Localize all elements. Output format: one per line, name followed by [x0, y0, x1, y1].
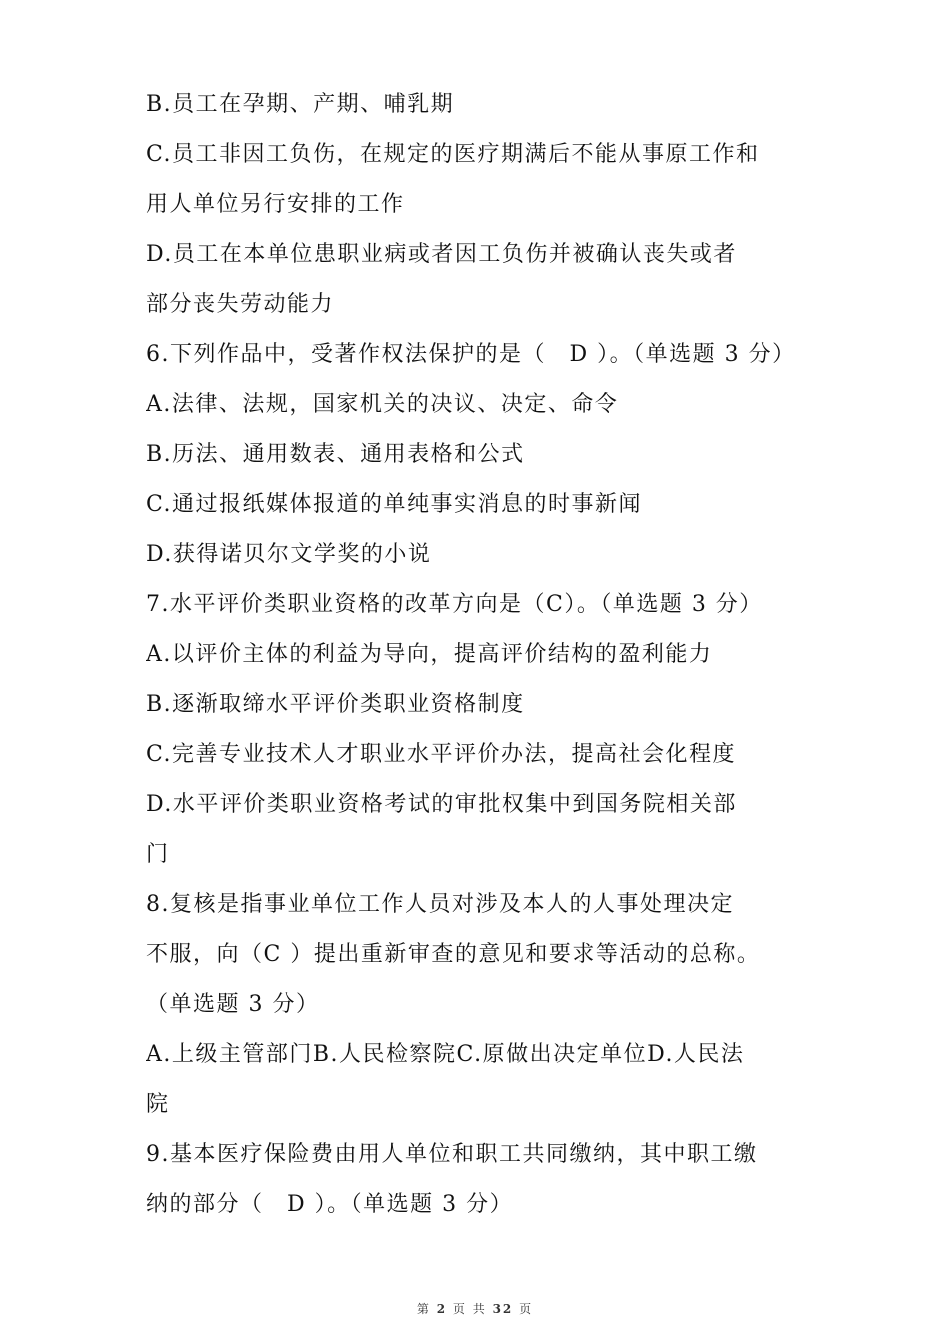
- option-line: C.完善专业技术人才职业水平评价办法，提高社会化程度: [146, 742, 737, 767]
- option-line: C.通过报纸媒体报道的单纯事实消息的时事新闻: [146, 492, 643, 517]
- option-line: B.逐渐取缔水平评价类职业资格制度: [146, 692, 525, 717]
- text-line: 院: [146, 1092, 170, 1117]
- question-6: 6.下列作品中，受著作权法保护的是（ D ）。（单选题 3 分）: [146, 342, 796, 367]
- text-line: （单选题 3 分）: [146, 992, 320, 1017]
- total-page-count: 32: [492, 1302, 514, 1316]
- text-line: 部分丧失劳动能力: [146, 292, 335, 317]
- text-line: 门: [146, 842, 170, 867]
- page-footer: [0, 1300, 950, 1317]
- option-line: D.获得诺贝尔文学奖的小说: [146, 542, 432, 567]
- option-line: B.历法、通用数表、通用表格和公式: [146, 442, 525, 467]
- text-line: D.员工在本单位患职业病或者因工负伤并被确认丧失或者: [146, 242, 737, 267]
- question-9: 9.基本医疗保险费由用人单位和职工共同缴纳，其中职工缴: [146, 1142, 758, 1167]
- text-line: B.员工在孕期、产期、哺乳期: [146, 92, 455, 117]
- text-line: 纳的部分（ D ）。（单选题 3 分）: [146, 1192, 514, 1217]
- question-8: 8.复核是指事业单位工作人员对涉及本人的人事处理决定: [146, 892, 734, 917]
- document-body: [146, 80, 826, 1230]
- current-page-number: 2: [436, 1302, 448, 1316]
- text-line: 不服，向（C ）提出重新审查的意见和要求等活动的总称。: [146, 942, 761, 967]
- option-line: D.水平评价类职业资格考试的审批权集中到国务院相关部: [146, 792, 737, 817]
- option-line: A.法律、法规，国家机关的决议、决定、命令: [146, 392, 619, 417]
- option-line: A.上级主管部门B.人民检察院C.原做出决定单位D.人民法: [146, 1042, 745, 1067]
- footer-prefix: 第: [416, 1302, 431, 1316]
- text-line: C.员工非因工负伤，在规定的医疗期满后不能从事原工作和: [146, 142, 760, 167]
- footer-suffix: 页: [519, 1302, 534, 1316]
- question-7: 7.水平评价类职业资格的改革方向是（C）。（单选题 3 分）: [146, 592, 763, 617]
- text-line: 用人单位另行安排的工作: [146, 192, 405, 217]
- option-line: A.以评价主体的利益为导向，提高评价结构的盈利能力: [146, 642, 713, 667]
- footer-middle: 页 共: [452, 1302, 487, 1316]
